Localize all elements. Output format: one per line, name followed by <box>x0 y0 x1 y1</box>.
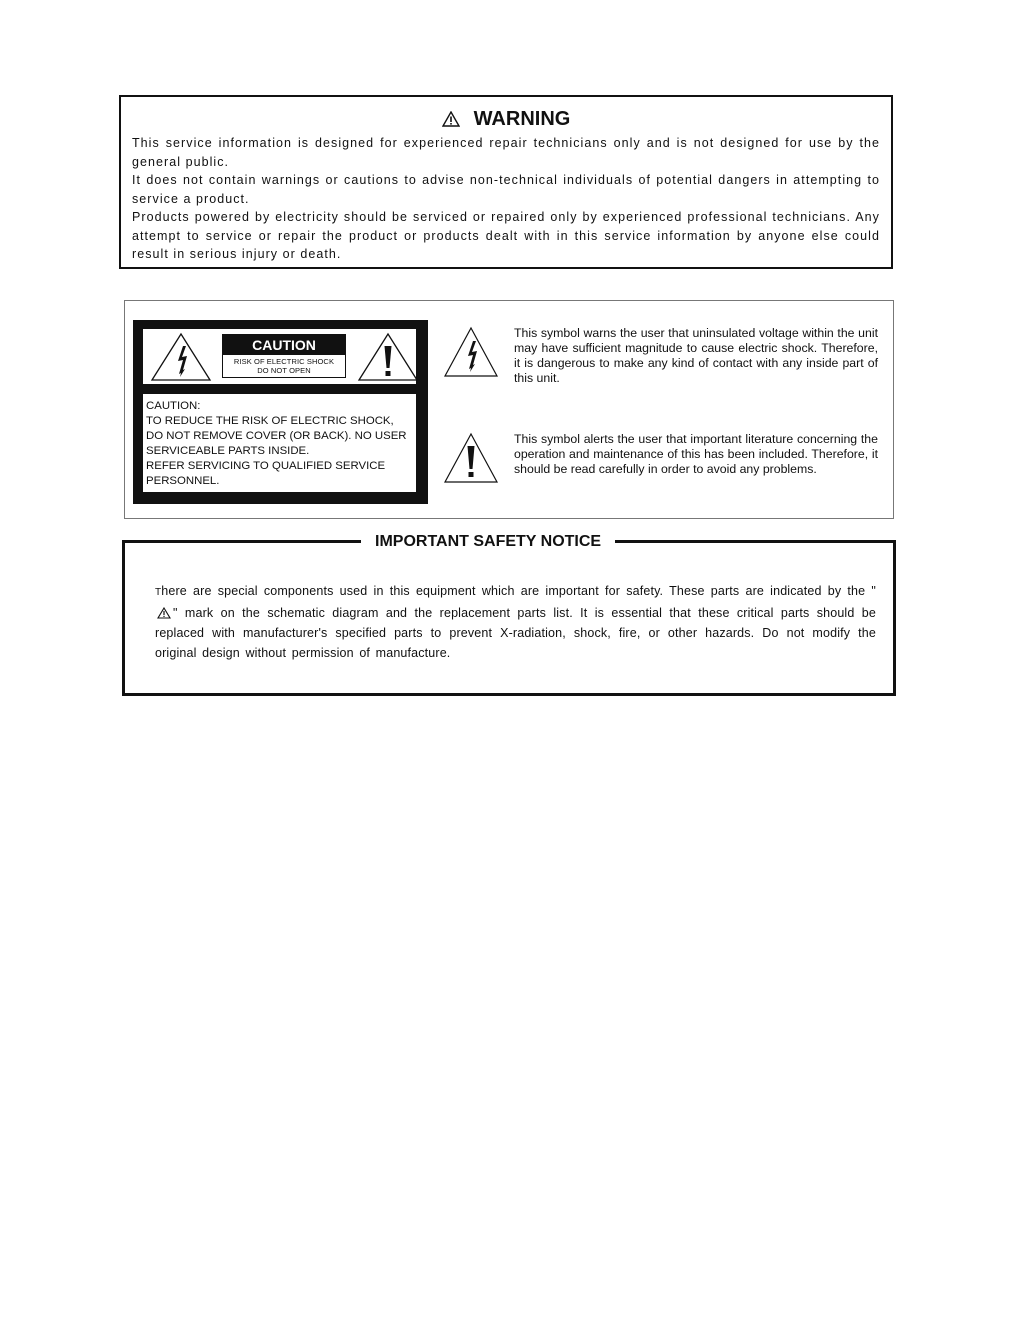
caution-label <box>133 320 428 504</box>
warning-paragraph: This service information is designed for experienced repair technicians only and is not designed for use by the general public. <box>132 136 880 169</box>
safety-notice-text <box>155 581 876 663</box>
caution-line: DO NOT REMOVE COVER (OR BACK). NO USER <box>146 430 407 442</box>
warning-box <box>119 95 893 269</box>
symbols-panel <box>124 300 894 519</box>
warning-title: WARNING <box>473 108 571 130</box>
caution-line: PERSONNEL. <box>146 475 220 487</box>
caution-header <box>222 334 346 378</box>
caution-subtext-2: DO NOT OPEN <box>257 365 311 375</box>
caution-line: SERVICEABLE PARTS INSIDE. <box>146 445 310 457</box>
caution-line: TO REDUCE THE RISK OF ELECTRIC SHOCK, <box>146 415 394 427</box>
lightning-triangle-icon <box>443 326 499 378</box>
safety-notice-title: IMPORTANT SAFETY NOTICE <box>361 532 615 552</box>
symbol-description: This symbol alerts the user that important literature concerning the operation and maintenance of this has been included. Therefore, it should be read carefully in order to avoid any problems. <box>514 432 878 476</box>
caution-label-header-area <box>143 329 416 384</box>
caution-label-text <box>143 394 416 492</box>
warning-paragraph: Products powered by electricity should be serviced or repaired only by experienced professional technicians. Any attempt to service or repair the product or products dealt with in this service information by anyone else could result in serious injury or death. <box>132 210 880 261</box>
notice-text-part: here are special components used in this equipment which are important for safety. These parts are indicated by the " <box>161 584 876 598</box>
warning-triangle-icon <box>442 111 460 127</box>
symbol-explanation-lightning <box>443 326 880 396</box>
drop-letter: T <box>155 587 162 598</box>
caution-banner: CAUTION <box>223 335 345 355</box>
exclamation-triangle-icon <box>357 332 419 382</box>
exclamation-triangle-icon <box>443 432 499 484</box>
warning-triangle-icon <box>157 607 171 619</box>
caution-line: CAUTION: <box>146 400 201 412</box>
symbol-explanation-exclamation <box>443 432 880 502</box>
caution-line: REFER SERVICING TO QUALIFIED SERVICE <box>146 460 386 472</box>
warning-paragraph: It does not contain warnings or cautions to advise non-technical individuals of potential dangers in attempting to service a product. <box>132 173 880 206</box>
lightning-triangle-icon <box>150 332 212 382</box>
warning-heading <box>132 107 880 131</box>
notice-text-part: " mark on the schematic diagram and the replacement parts list. It is essential that these critical parts should be replaced with manufacturer's specified parts to prevent X-radiation, shock, fire, or other hazards. Do not modify the original design without permission of manufacture. <box>155 606 876 660</box>
caution-subtext-1: RISK OF ELECTRIC SHOCK <box>233 357 335 366</box>
safety-notice-box <box>122 533 896 696</box>
symbol-description: This symbol warns the user that uninsulated voltage within the unit may have sufficient magnitude to cause electric shock. Therefore, it is dangerous to make any kind of contact with any inside part of this unit. <box>514 326 878 385</box>
